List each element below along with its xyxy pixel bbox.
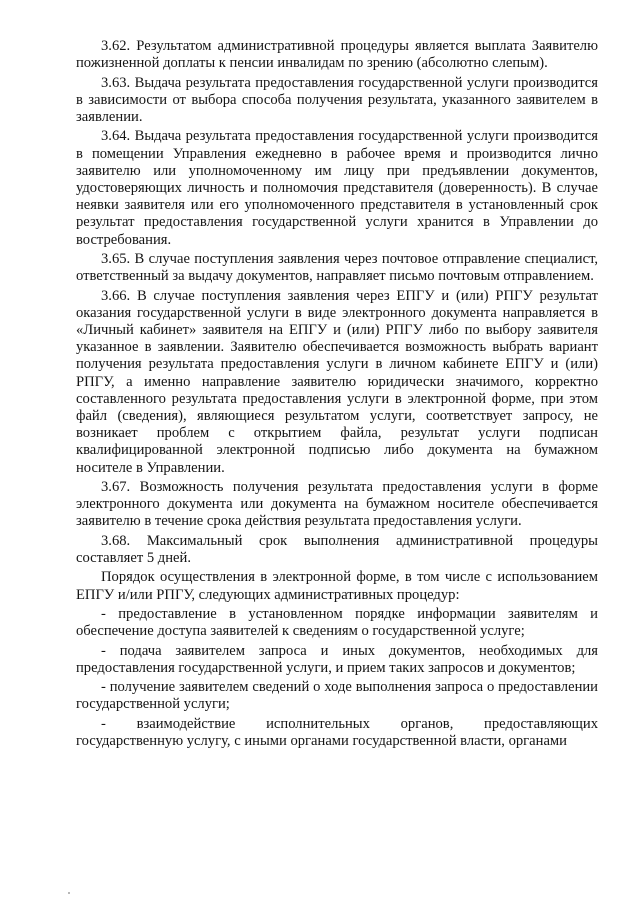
list-item-status: - получение заявителем сведений о ходе выполнения запроса о предоставлении государственной услуги; [76,679,598,713]
document-page [76,38,598,752]
list-item-information: - предоставление в установленном порядке информации заявителям и обеспечение доступа заявителей к сведениям о государственной услуге; [76,606,598,640]
paragraph-procedure-intro: Порядок осуществления в электронной форме, в том числе с использованием ЕПГУ и/или РПГУ, следующих административных процедур: [76,569,598,603]
paragraph-3-62: 3.62. Результатом административной процедуры является выплата Заявителю пожизненной доплаты к пенсии инвалидам по зрению (абсолютно слепым). [76,38,598,72]
scan-speck [68,892,70,894]
paragraph-3-67: 3.67. Возможность получения результата предоставления услуги в форме электронного документа или документа на бумажном носителе обеспечивается заявителю в течение срока действия результата предоставления услуги. [76,479,598,530]
list-item-submission: - подача заявителем запроса и иных документов, необходимых для предоставления государственной услуги, и прием таких запросов и документов; [76,642,598,676]
paragraph-3-64: 3.64. Выдача результата предоставления государственной услуги производится в помещении Управления ежедневно в рабочее время и производится лично заявителю или уполномоченному им лицу при предъявлении документов, удостоверяющих личность и полномочия представителя (доверенность). В случае неявки заявителя или его уполномоченного представителя в установленный срок результат предоставления государственной услуги хранится в Управлении до востребования. [76,128,598,248]
paragraph-3-63: 3.63. Выдача результата предоставления государственной услуги производится в зависимости от выбора способа получения результата, указанного заявителем в заявлении. [76,74,598,125]
paragraph-3-66: 3.66. В случае поступления заявления через ЕПГУ и (или) РПГУ результат оказания государственной услуги в виде электронного документа направляется в «Личный кабинет» заявителя на ЕПГУ и (или) РПГУ либо по выбору заявителя указанное в заявлении. Заявителю обеспечивается возможность выбрать вариант получения результата предоставления услуги в личном кабинете ЕПГУ и (или) РПГУ, а именно направление заявителю юридически значимого, корректно составленного результата предоставления услуги в электронной форме, при этом файл (сведения), являющиеся результатом услуги, соответствует запросу, не возникает проблем с открытием файла, результат услуги подписан квалифицированной электронной подписью либо документа на бумажном носителе в Управлении. [76,287,598,476]
paragraph-3-68: 3.68. Максимальный срок выполнения административной процедуры составляет 5 дней. [76,532,598,567]
paragraph-3-65: 3.65. В случае поступления заявления через почтовое отправление специалист, ответственный за выдачу документов, направляет письмо почтовым отправлением. [76,251,598,285]
list-item-interaction: - взаимодействие исполнительных органов, предоставляющих государственную услугу, с иными органами государственной власти, органами [76,715,598,749]
